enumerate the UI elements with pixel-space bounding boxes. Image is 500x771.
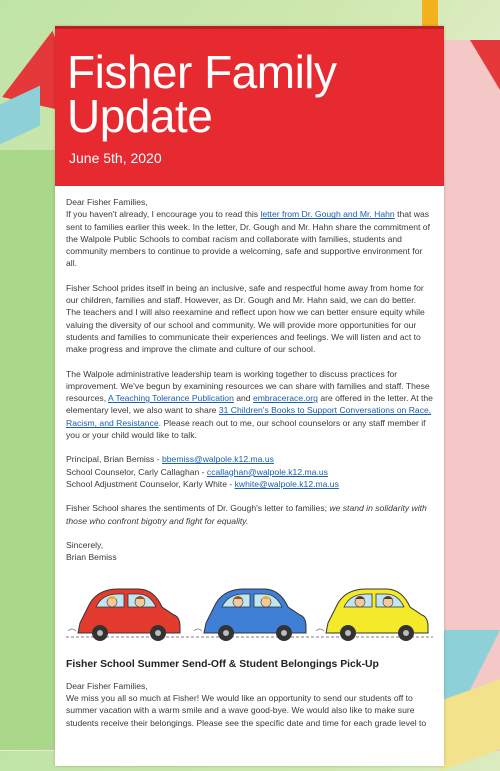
newsletter-content: [55, 186, 444, 729]
title-line-2: Update: [67, 90, 213, 142]
cars-illustration-svg: [66, 575, 433, 647]
section-title-summer-send-off: Fisher School Summer Send-Off & Student Belongings Pick-Up: [66, 659, 379, 671]
solidarity-statement: we stand in solidarity with those who confront bigotry and fight for equality.: [66, 503, 427, 526]
blue-car-icon: [194, 589, 306, 641]
embracerace-link[interactable]: embracerace.org: [252, 393, 318, 404]
letter-paragraph-4: [66, 502, 433, 527]
newsletter-title: [67, 46, 337, 142]
letter-paragraph-3: [66, 368, 433, 442]
counselor-email-link[interactable]: ccallaghan@walpole.k12.ma.us: [206, 466, 328, 477]
contact-label: Principal, Brian Bemiss -: [66, 454, 162, 465]
letter-text: Fisher School shares the sentiments of Dr. Gough's letter to families;: [66, 503, 330, 514]
section-2-paragraph: [66, 680, 433, 729]
adjustment-counselor-email-link[interactable]: kwhite@walpole.k12.ma.us: [234, 478, 339, 489]
principal-email-link[interactable]: bbemiss@walpole.k12.ma.us: [162, 454, 274, 465]
cars-illustration: [66, 575, 433, 645]
section-2-body: We miss you all so much at Fisher! We would like an opportunity to send our students off to summer vacation with a warm smile and a wave good-bye. We would also like to make sure students receive their belongings. Please see the specific date and time for each grade level to: [66, 693, 427, 728]
letter-text: are offered in the letter. At the elementary level, we also want to share: [66, 393, 433, 416]
contact-label: School Adjustment Counselor, Karly White -: [66, 478, 235, 489]
letter-closing: Sincerely,: [66, 539, 104, 550]
teaching-tolerance-link[interactable]: A Teaching Tolerance Publication: [108, 393, 234, 404]
contact-label: School Counselor, Carly Callaghan -: [66, 466, 207, 477]
red-car-icon: [68, 589, 180, 641]
contact-list: [66, 453, 433, 490]
letter-text: If you haven't already, I encourage you to read this: [66, 209, 261, 220]
childrens-books-link[interactable]: 31 Children's Books to Support Conversations on Race, Racism, and Resistance: [66, 405, 432, 428]
letter-paragraph-2: Fisher School prides itself in being an inclusive, safe and respectful home away from home for our children, families and staff. However, as Dr. Gough and Mr. Hahn said, we can do better. The teachers and I will also reexamine and reflect upon how we can better ensure equity while valuing the diversity of our school and community. We will provide more opportunities for our students and families to communicate their experiences and feelings. We will listen and act to make progress and improve the climate and culture of our school.: [66, 282, 425, 355]
newsletter-card: [55, 26, 444, 766]
background-green-panel: [0, 150, 55, 750]
letter-text: . Please reach out to me, our school counselors or any staff member if you or your child would like to talk.: [66, 417, 426, 441]
newsletter-header: [55, 26, 444, 186]
newsletter-date: June 5th, 2020: [69, 150, 162, 166]
letter-paragraph-1: [66, 196, 433, 270]
title-line-1: Fisher Family: [67, 46, 337, 98]
letter-signoff: [66, 539, 433, 564]
background-red-corner: [470, 40, 500, 90]
letter-link-gough-hahn[interactable]: letter from Dr. Gough and Mr. Hahn: [260, 209, 395, 220]
yellow-car-icon: [316, 589, 428, 641]
letter-text: and: [233, 393, 253, 404]
letter-greeting: Dear Fisher Families,: [66, 197, 148, 207]
letter-text: The Walpole administrative leadership team is working together to discuss practices for improvement. We've begun by examining resources we can share with families and staff. These resources,: [66, 368, 430, 404]
section-2-greeting: Dear Fisher Families,: [66, 680, 148, 691]
letter-signature: Brian Bemiss: [66, 552, 117, 563]
letter-text: that was sent to families earlier this week. In the letter, Dr. Gough and Mr. Hahn share the commitment of the Walpole Public Schools to combat racism and collaborate with families, students and community members to continue to provide a welcoming, safe and supportive environment for all.: [66, 209, 430, 269]
